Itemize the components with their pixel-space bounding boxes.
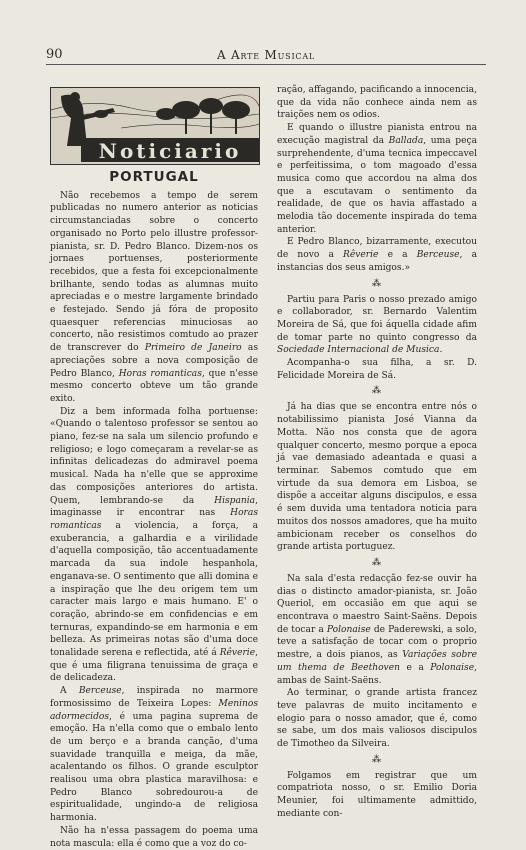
- paragraph: E quando o illustre pianista entrou na execução magistral da Ballada, uma peça surprehendente, d'uma tecnica impeccavel e perfeitissima, o tom magoado d'essa musica como que accordou na alma dos que a escutavam o sentimento da realidade, de que os havia affastado a melodia tão docemente inspirada do tema anterior.: [277, 123, 477, 235]
- paragraph: Já ha dias que se encontra entre nós o notabilissimo pianista José Vianna da Motta. Não nos consta que de agora qualquer concerto, mesmo porque a epoca já vae demasiado adeantada e quasi a terminar. Sabemos comtudo que em virtude da sua demora em Lisboa, se dispõe a acceitar alguns discipulos, e essa é sem duvida uma tentadora noticia para muitos dos nossos amadores, que ha muito ambicionam receber os conselhos do grande artista portuguez.: [277, 402, 477, 553]
- page-number: 90: [46, 47, 63, 62]
- paragraph: Partiu para Paris o nosso prezado amigo e collaborador, sr. Bernardo Valentim Moreira de Sá, que foi áquella cidade afim de tomar parte no quinto congresso da Sociedade Internacional de Musica.: [277, 294, 477, 356]
- paragraph: Não recebemos a tempo de serem publicadas no numero anterior as noticias circumstanciadas sobre o concerto organisado no Porto pelo illustre professor-pianista, sr. D. Pedro Blanco. Dizem-nos os jornaes portuenses, posteriormente recebidos, que a festa foi excepcionalmente brilhante, sendo todas as alumnas muito apreciadas e o mestre largamente brindado e festejado. Sendo já fóra de proposito quaesquer referencias minuciosas ao concerto, não resistimos comtudo ao prazer de transcrever do Primeiro de Janeiro as apreciações sobre a nova composição de Pedro Blanco, Horas romanticas, que n'esse mesmo concerto obteve um tão grande exito.: [50, 190, 258, 404]
- paragraph: Ao terminar, o grande artista francez teve palavras de muito incitamento e elogio para o nosso amador, que é, como se sabe, um dos mais valiosos discipulos de Timotheo da Silveira.: [277, 688, 477, 750]
- asterism: ⁂: [372, 386, 382, 397]
- running-title: A Arte Musical: [216, 48, 316, 62]
- left-column: [50, 80, 258, 850]
- paragraph: E Pedro Blanco, bizarramente, executou de novo a Rêverie e a Berceuse, a instancias dos seus amigos.»: [277, 237, 477, 273]
- right-column: [277, 84, 477, 821]
- paragraph: Folgamos em registrar que um compatriota nosso, o sr. Emilio Doria Meunier, foi ultimamente admittido, mediante con-: [277, 770, 477, 819]
- banner-illustration: [51, 88, 259, 164]
- asterism: ⁂: [372, 557, 382, 568]
- noticiario-banner: [50, 87, 260, 165]
- banner-title: Noticiario: [98, 139, 242, 163]
- section-title: PORTUGAL: [109, 169, 199, 185]
- header-rule: [46, 64, 486, 65]
- paragraph: Na sala d'esta redacção fez-se ouvir ha dias o distincto amador-pianista, sr. João Queriol, em occasião em que aqui se encontrava o maestro Saint-Saëns. Depois de tocar a Polonaise de Paderewski, a solo, teve a satisfação de tocar com o proprio mestre, a dois pianos, as Variações sobre um thema de Beethoven e a Polonaise, ambas de Saint-Saëns.: [277, 573, 478, 686]
- paragraph: ração, affagando, pacificando a innocencia, que da vida não conhece ainda nem as traições nem os odios.: [277, 85, 477, 121]
- page-header: [46, 47, 486, 63]
- paragraph: A Berceuse, inspirada no marmore formosissimo de Teixeira Lopes: Meninos adormecidos, é uma pagina suprema de emoção. Ha n'ella como que o embalo lento de um berço e a branda canção, d'uma suavidade tranquilla e meiga, da mãe, acalentando os filhos. O grande esculptor realisou uma obra plastica maravilhosa: e Pedro Blanco sobredourou-a de espiritualidade, ungindo-a de religiosa harmonia.: [50, 686, 258, 824]
- paragraph: Diz a bem informada folha portuense: «Quando o talentoso professor se sentou ao piano, fez-se na sala um silencio profundo e religioso; e logo começaram a revelar-se as infinitas delicadezas do admiravel poema musical. Nada ha n'elle que se approxime das composições anteriores do artista. Quem, lembrando-se da Hispania, imaginasse ir encontrar nas Horas romanticas a violencia, a força, a exuberancia, a galhardia e a virilidade d'aquella composição, tão accentuadamente marcada da sua indole hespanhola, enganava-se. O sentimento que alli domina e a inspiração que lhe deu origem tem um caracter mais largo e mais humano. E' o coração, abrindo-se em confidencias e em ternuras, expandindo-se em harmonia e em belleza. As primeiras notas são d'uma doce tonalidade serena e reflectida, até á Rêverie, que é uma filigrana tenuissima de graça e de delicadeza.: [50, 406, 258, 684]
- asterism: ⁂: [372, 278, 382, 289]
- asterism: ⁂: [372, 754, 382, 765]
- paragraph: Acompanha-o sua filha, a sr. D. Felicidade Moreira de Sá.: [277, 358, 477, 381]
- paragraph: Não ha n'essa passagem do poema uma nota mascula: ella é como que a voz do co-: [50, 825, 258, 849]
